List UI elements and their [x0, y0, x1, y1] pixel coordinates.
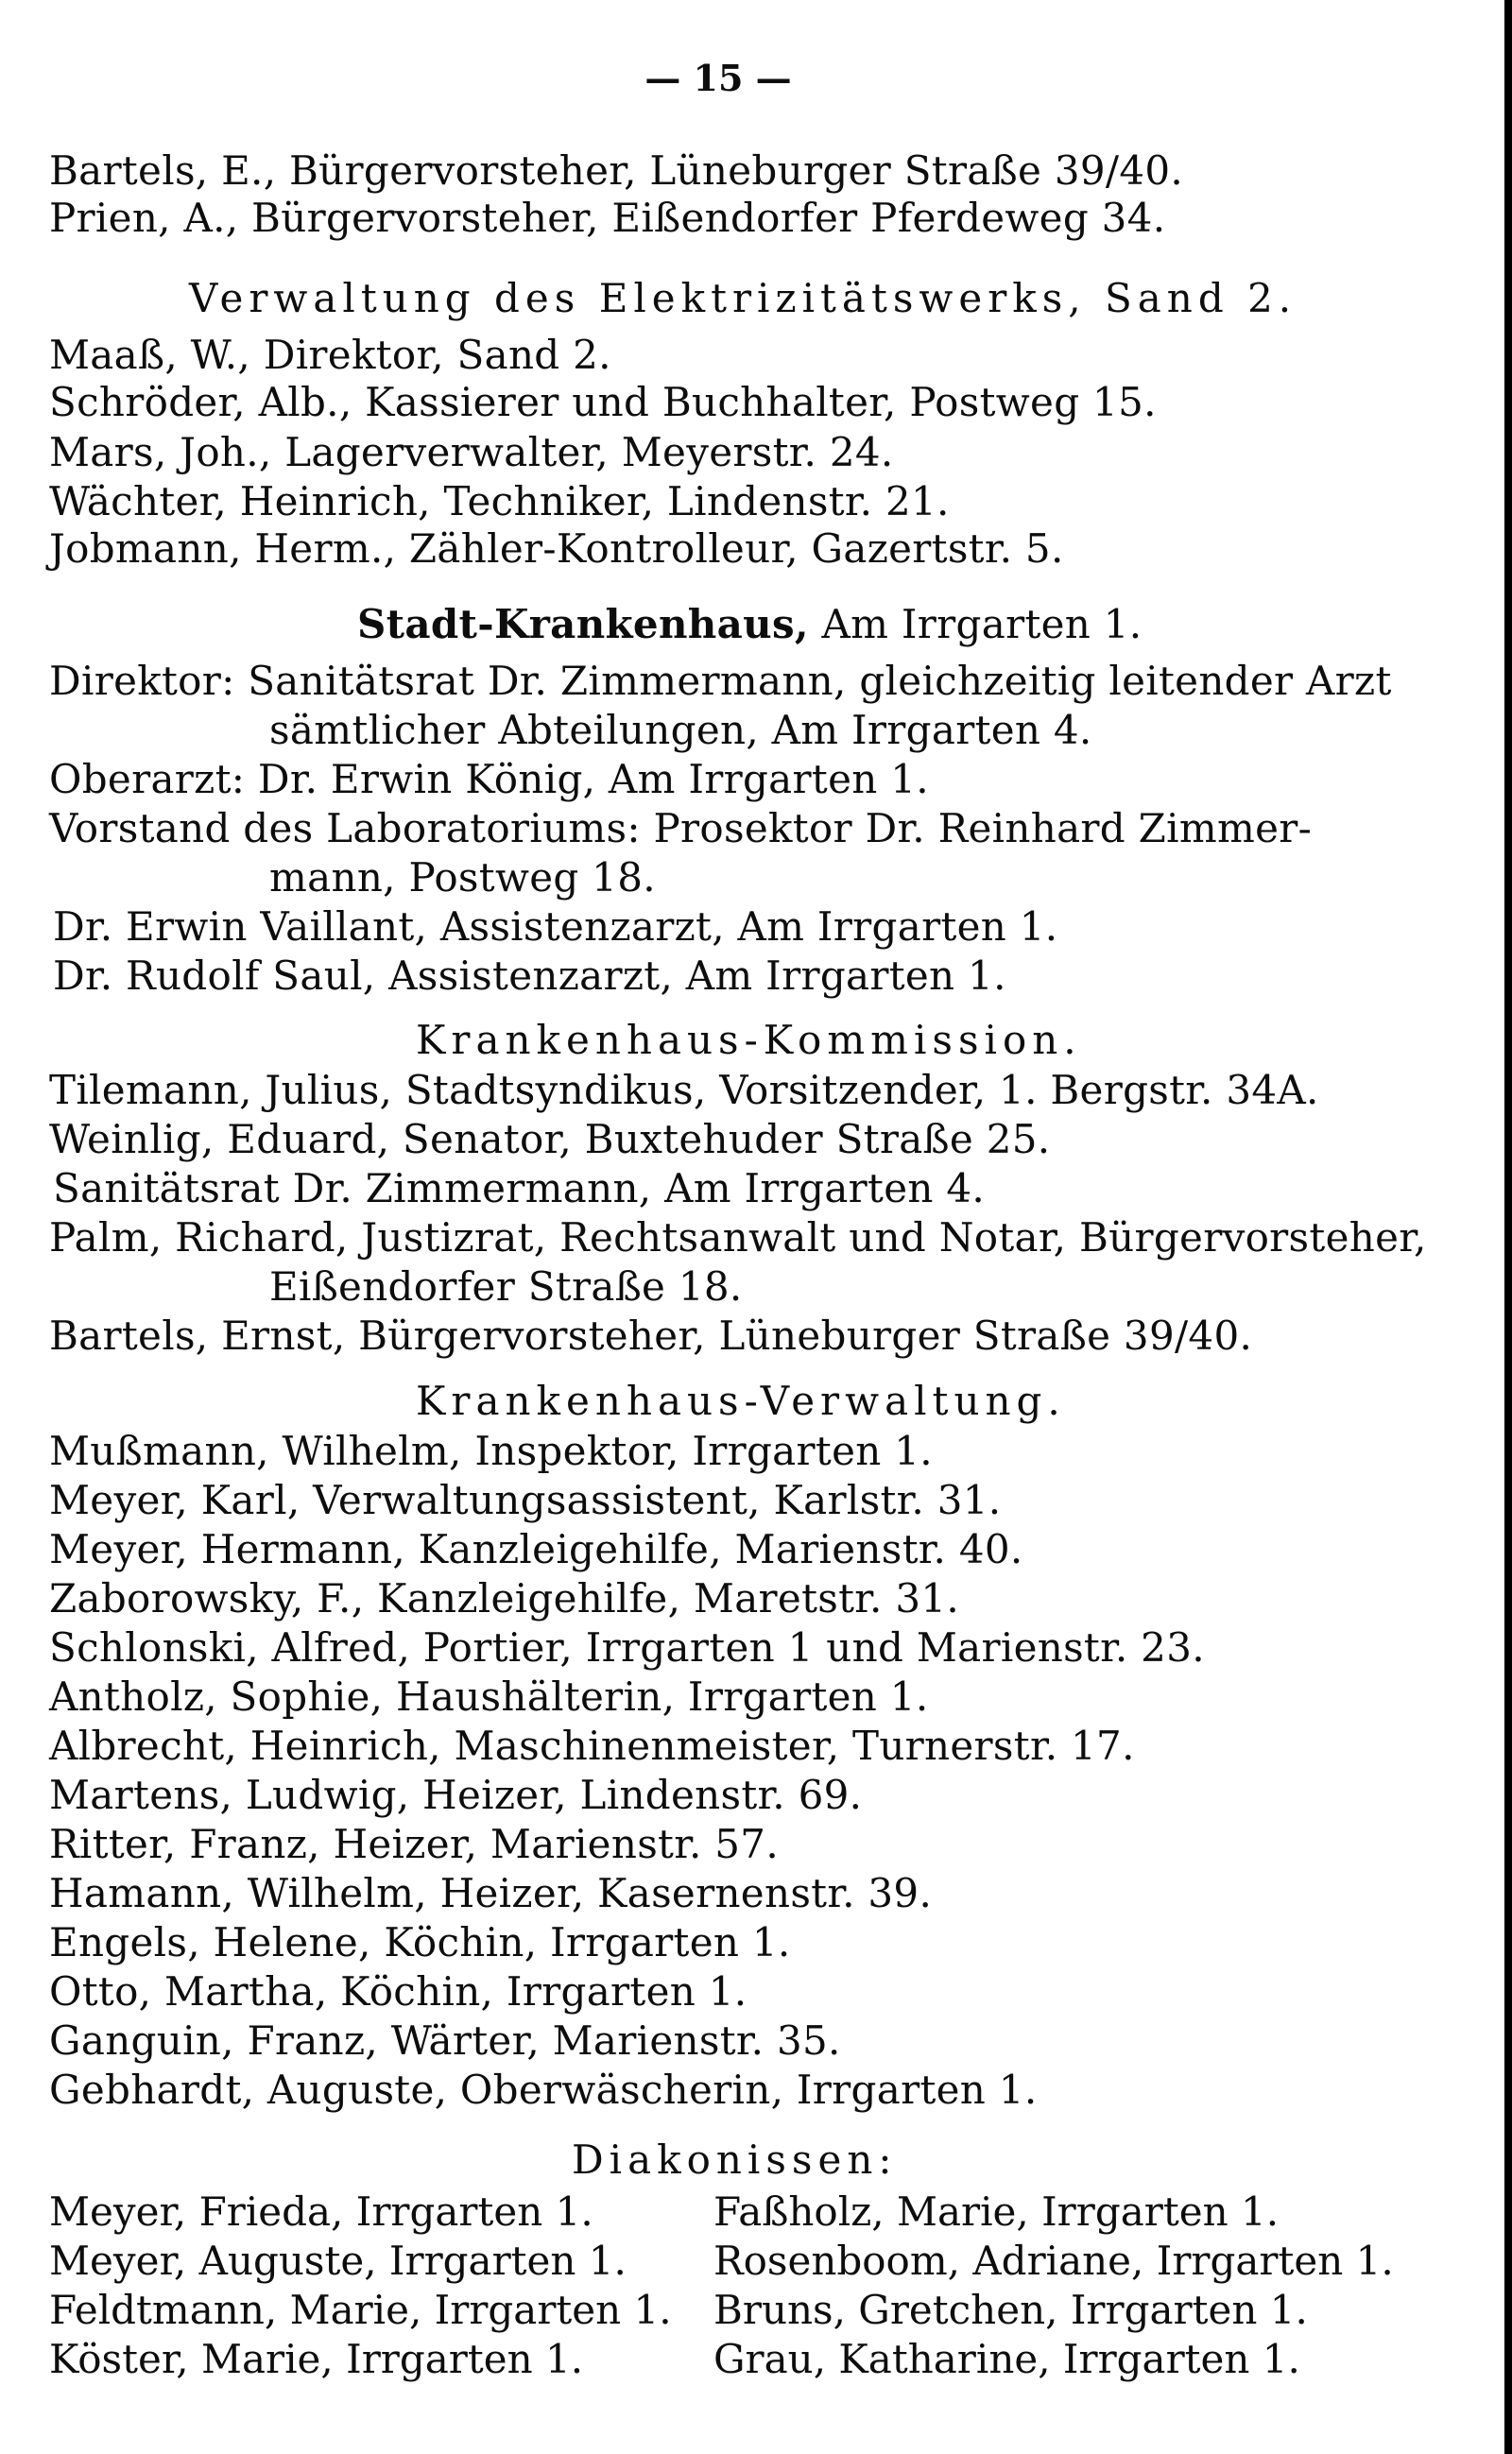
list-item: Rosenboom, Adriane, Irrgarten 1. [713, 2238, 1394, 2284]
list-item: Meyer, Auguste, Irrgarten 1. [49, 2238, 627, 2284]
text-line: Dr. Erwin Vaillant, Assistenzarzt, Am Irrgarten 1. [53, 903, 1058, 950]
text-line: Sanitätsrat Dr. Zimmermann, Am Irrgarten 4. [53, 1165, 986, 1211]
list-item: Schlonski, Alfred, Portier, Irrgarten 1 und Marienstr. 23. [49, 1624, 1205, 1671]
list-item: Ritter, Franz, Heizer, Marienstr. 57. [49, 1821, 779, 1867]
list-item: Mars, Joh., Lagerverwalter, Meyerstr. 24. [49, 429, 894, 475]
text-line: Oberarzt: Dr. Erwin König, Am Irrgarten 1. [49, 756, 929, 802]
list-item: Meyer, Frieda, Irrgarten 1. [49, 2188, 593, 2235]
list-item: Martens, Ludwig, Heizer, Lindenstr. 69. [49, 1772, 863, 1818]
section-heading-verwaltung: Krankenhaus-Verwaltung. [416, 1378, 1066, 1424]
list-item: Bruns, Gretchen, Irrgarten 1. [713, 2287, 1308, 2333]
page-number: — 15 — [644, 57, 792, 99]
list-item: Köster, Marie, Irrgarten 1. [49, 2336, 584, 2382]
top-entry: Bartels, E., Bürgervorsteher, Lüneburger Straße 39/40. [49, 147, 1184, 194]
section-heading-diakonissen: Diakonissen: [572, 2137, 898, 2183]
list-item: Engels, Helene, Köchin, Irrgarten 1. [49, 1919, 791, 1965]
heading-address-part: Am Irrgarten 1. [821, 601, 1143, 647]
text-line: Tilemann, Julius, Stadtsyndikus, Vorsitzender, 1. Bergstr. 34A. [49, 1067, 1319, 1113]
list-item: Gebhardt, Auguste, Oberwäscherin, Irrgarten 1. [49, 2067, 1038, 2113]
scan-edge [1504, 0, 1512, 2454]
section-heading-stadt-krankenhaus [357, 601, 1143, 647]
text-line: Palm, Richard, Justizrat, Rechtsanwalt und Notar, Bürgervorsteher, [49, 1214, 1427, 1261]
text-line: Direktor: Sanitätsrat Dr. Zimmermann, gleichzeitig leitender Arzt [49, 658, 1392, 704]
list-item: Meyer, Karl, Verwaltungsassistent, Karlstr. 31. [49, 1477, 1002, 1523]
heading-bold-part: Stadt-Krankenhaus, [357, 601, 809, 647]
text-line: Vorstand des Laboratoriums: Prosektor Dr. Reinhard Zimmer- [49, 805, 1313, 851]
list-item: Otto, Martha, Köchin, Irrgarten 1. [49, 1968, 747, 2015]
list-item: Meyer, Hermann, Kanzleigehilfe, Marienstr. 40. [49, 1526, 1023, 1572]
list-item: Mußmann, Wilhelm, Inspektor, Irrgarten 1. [49, 1428, 933, 1474]
section-heading-kommission: Krankenhaus-Kommission. [416, 1017, 1082, 1063]
list-item: Hamann, Wilhelm, Heizer, Kasernenstr. 39. [49, 1870, 933, 1916]
list-item: Zaborowsky, F., Kanzleigehilfe, Maretstr. 31. [49, 1575, 960, 1622]
text-line: Bartels, Ernst, Bürgervorsteher, Lüneburger Straße 39/40. [49, 1313, 1253, 1359]
list-item: Maaß, W., Direktor, Sand 2. [49, 332, 611, 378]
list-item: Schröder, Alb., Kassierer und Buchhalter, Postweg 15. [49, 379, 1157, 425]
list-item: Grau, Katharine, Irrgarten 1. [713, 2336, 1300, 2382]
list-item: Wächter, Heinrich, Techniker, Lindenstr. 21. [49, 478, 950, 524]
text-line: sämtlicher Abteilungen, Am Irrgarten 4. [269, 707, 1092, 753]
list-item: Jobmann, Herm., Zähler-Kontrolleur, Gazertstr. 5. [49, 525, 1064, 572]
list-item: Ganguin, Franz, Wärter, Marienstr. 35. [49, 2017, 841, 2064]
top-entry: Prien, A., Bürgervorsteher, Eißendorfer Pferdeweg 34. [49, 195, 1166, 241]
list-item: Albrecht, Heinrich, Maschinenmeister, Turnerstr. 17. [49, 1723, 1135, 1769]
text-line: mann, Postweg 18. [269, 854, 656, 901]
text-line: Dr. Rudolf Saul, Assistenzarzt, Am Irrgarten 1. [53, 952, 1006, 999]
list-item: Faßholz, Marie, Irrgarten 1. [713, 2188, 1280, 2235]
text-line: Weinlig, Eduard, Senator, Buxtehuder Straße 25. [49, 1116, 1051, 1162]
list-item: Feldtmann, Marie, Irrgarten 1. [49, 2287, 672, 2333]
list-item: Antholz, Sophie, Haushälterin, Irrgarten 1. [49, 1673, 929, 1720]
text-line: Eißendorfer Straße 18. [269, 1263, 743, 1310]
section-heading-elektrizitaetswerk: Verwaltung des Elektrizitätswerks, Sand 2. [189, 275, 1297, 321]
